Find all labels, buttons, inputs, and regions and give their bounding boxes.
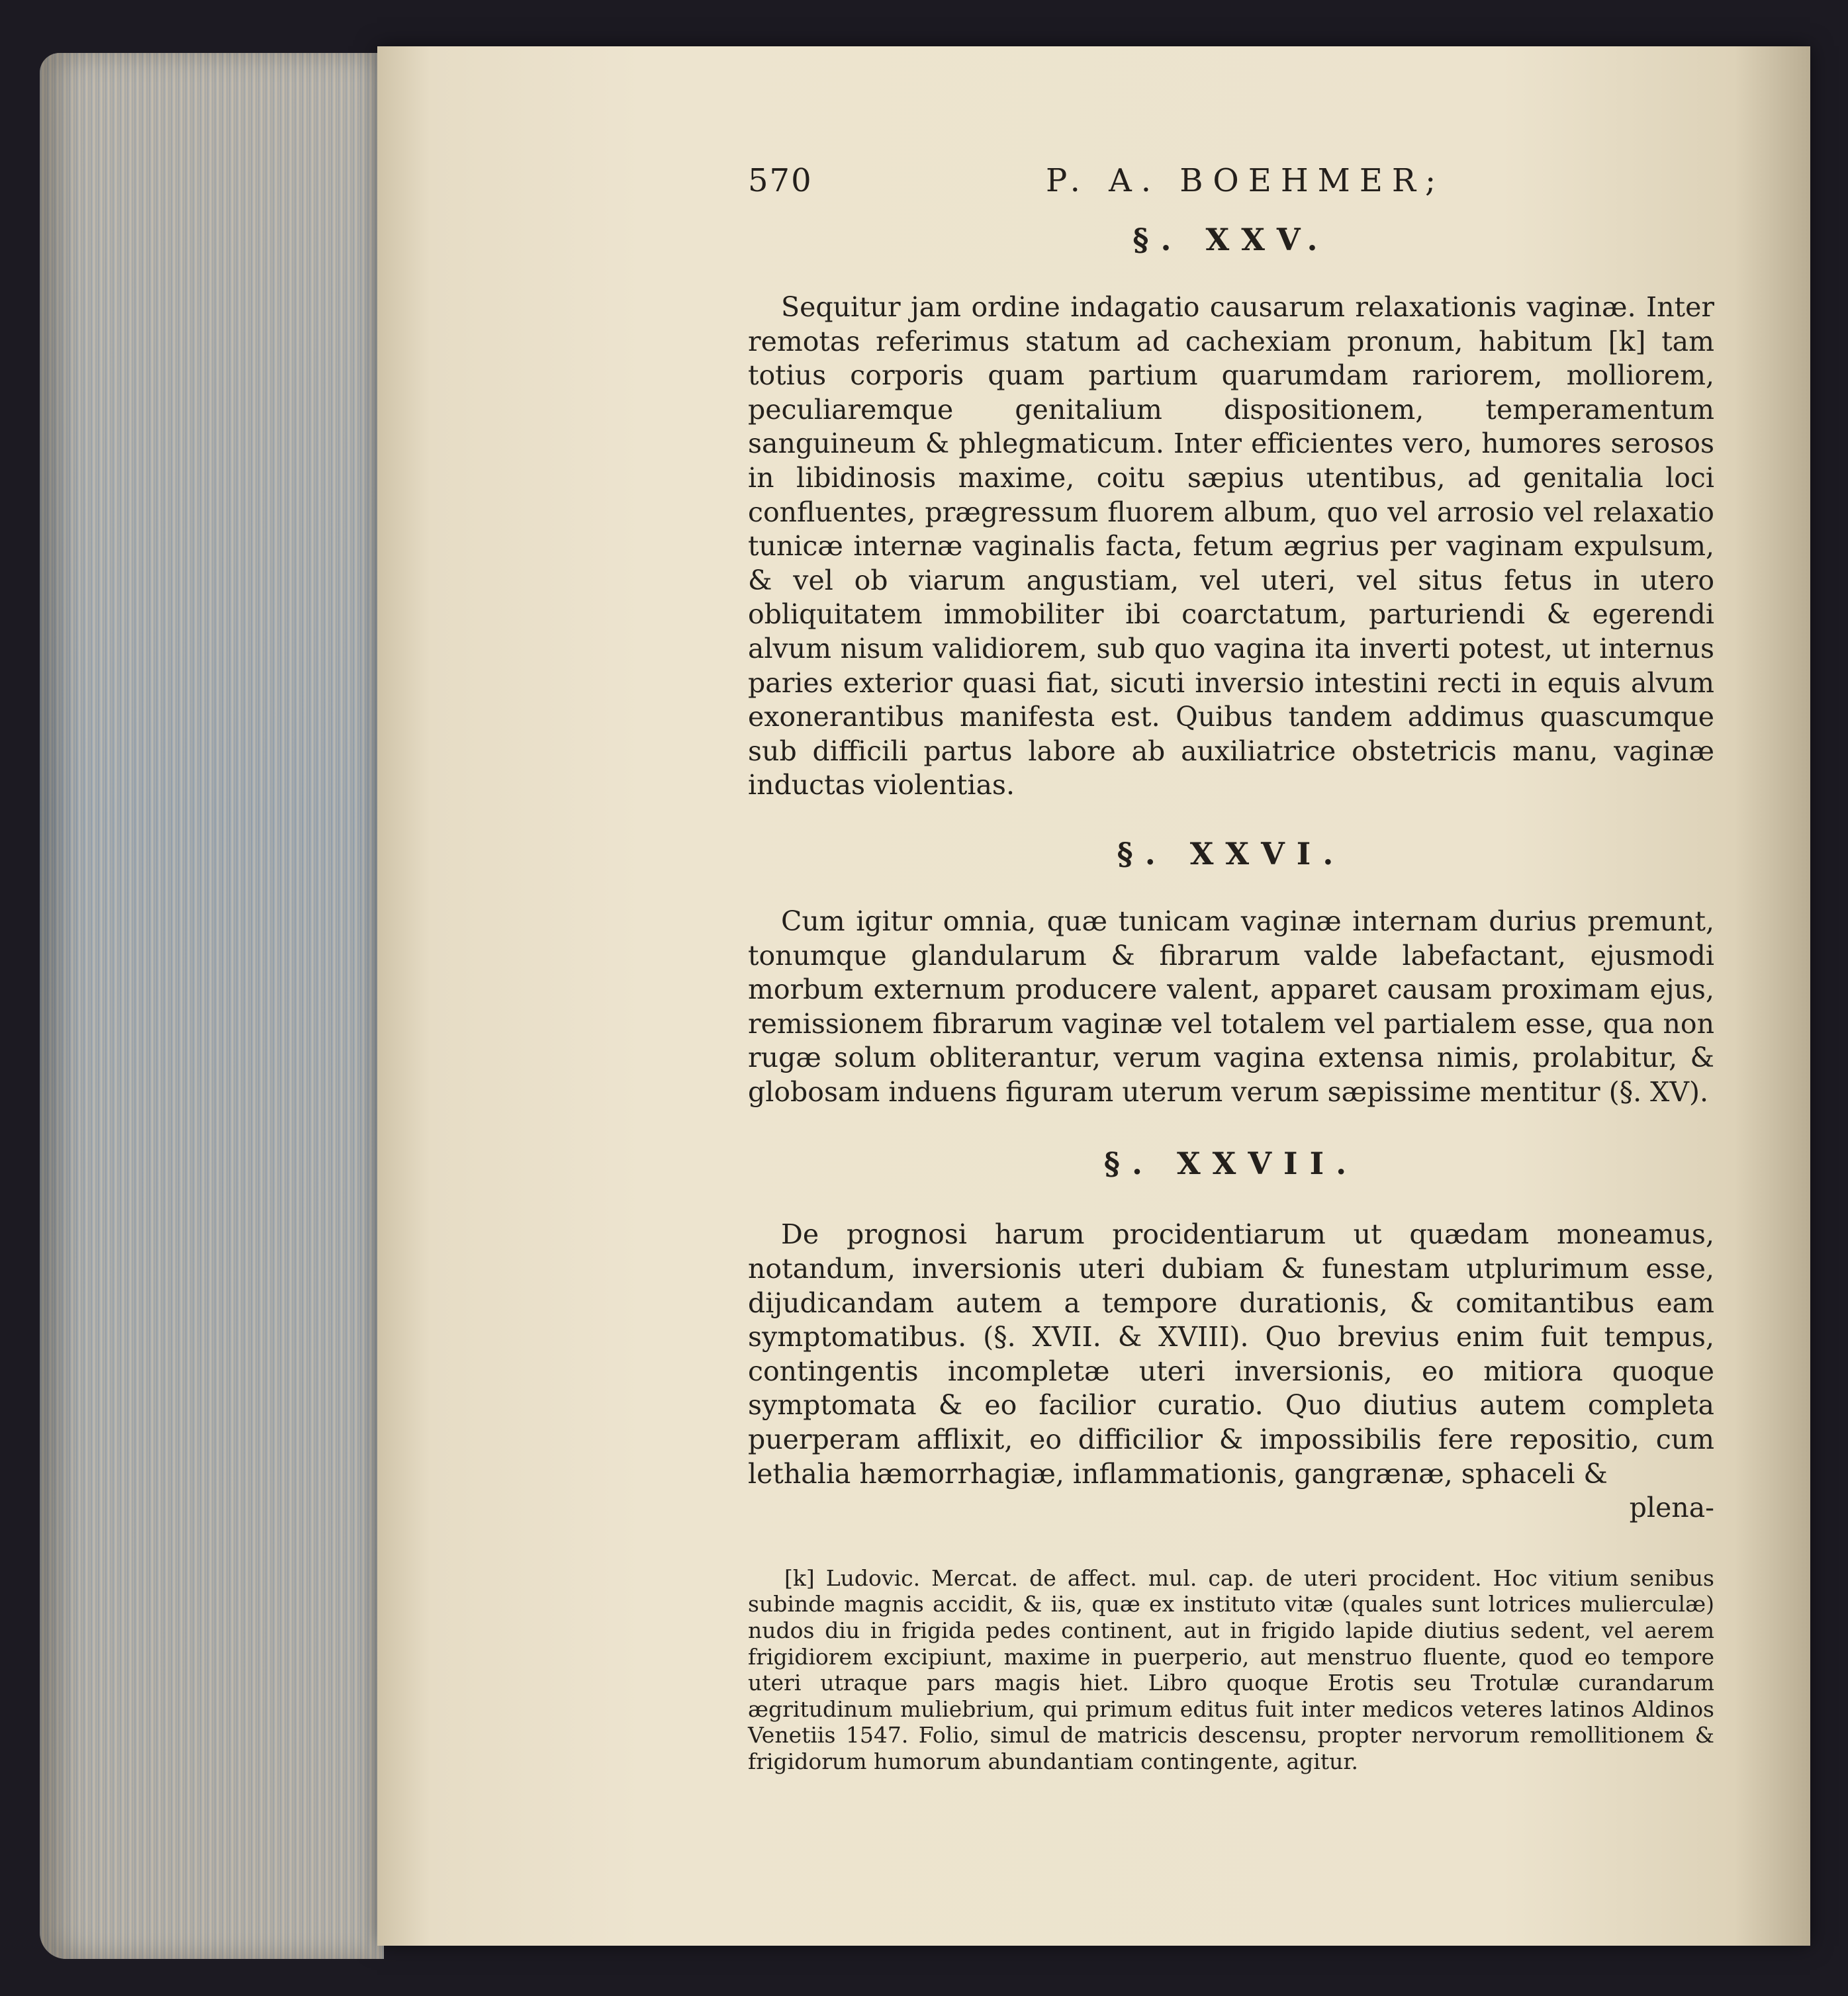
section-heading: §. XXVII. <box>1103 1146 1359 1182</box>
section-heading: §. XXV. <box>1132 222 1330 257</box>
running-head: P. A. BOEHMER; <box>1046 162 1446 199</box>
page-content <box>748 156 1714 1775</box>
footnote-block <box>748 1565 1714 1775</box>
book-page-edges <box>40 53 384 1959</box>
catchword: plena- <box>1629 1492 1714 1524</box>
page-header <box>748 156 1714 202</box>
section-heading: §. XXVI. <box>1117 835 1346 872</box>
section-paragraph: Sequitur jam ordine indagatio causarum relaxationis vaginæ. Inter remotas referimus statum ad cachexiam pronum, habitum [k] tam totius corporis quam partium quarumdam rariorem, molliorem, peculiaremque genitalium dispositionem, temperamentum sanguineum & phlegmaticum. Inter efficientes vero, humores serosos in libidinosis maxime, coitu sæpius utentibus, ad genitalia loci confluentes, prægressum fluorem album, quo vel arrosio vel relaxatio tunicæ internæ vaginalis facta, fetum ægrius per vaginam expulsum, & vel ob viarum angustiam, vel uteri, vel situs fetus in utero obliquitatem immobiliter ibi coarctatum, parturiendi & egerendi alvum nisum validiorem, sub quo vagina ita inverti potest, ut internus paries exterior quasi fiat, sicuti inversio intestini recti in equis alvum exonerantibus manifesta est. Quibus tandem addimus quascumque sub difficili partus labore ab auxiliatrice obstetricis manu, vaginæ inductas violentias. <box>748 291 1714 801</box>
page-number: 570 <box>748 162 813 199</box>
section-paragraph: De prognosi harum procidentiarum ut quædam moneamus, notandum, inversionis uteri dubiam & funestam utplurimum esse, dijudicandam autem a tempore durationis, & comitantibus eam symptomatibus. (§. XVII. & XVIII). Quo brevius enim fuit tempus, contingentis incompletæ uteri inversionis, eo mitiora quoque symptomata & eo facilior curatio. Quo diutius autem completa puerperam afflixit, eo difficilior & impossibilis fere repositio, cum lethalia hæmorrhagiæ, inflammationis, gangrænæ, sphaceli & <box>748 1218 1714 1490</box>
footnote: [k] Ludovic. Mercat. de affect. mul. cap. de uteri procident. Hoc vitium senibus subinde magnis accidit, & iis, quæ ex instituto vitæ (quales sunt lotrices mulierculæ) nudos diu in frigida pedes continent, aut in frigido lapide diutius sedent, vel aerem frigidiorem excipiunt, maxime in puerperio, aut menstruo fluente, quod eo tempore uteri utraque pars magis hiet. Libro quoque Erotis seu Trotulæ curandarum ægritudinum muliebrium, qui primum editus fuit inter medicos veteres latinos Aldinos Venetiis 1547. Folio, simul de matricis descensu, propter nervorum remollitionem & frigidorum humorum abundantiam contingente, agitur. <box>748 1565 1714 1774</box>
section-paragraph: Cum igitur omnia, quæ tunicam vaginæ internam durius premunt, tonumque glandularum & fibrarum valde labefactant, ejusmodi morbum externum producere valent, apparet causam proximam ejus, remissionem fibrarum vaginæ vel totalem vel partialem esse, qua non rugæ solum obliterantur, verum vagina extensa nimis, prolabitur, & globosam induens figuram uterum verum sæpissime mentitur (§. XV). <box>748 905 1714 1108</box>
